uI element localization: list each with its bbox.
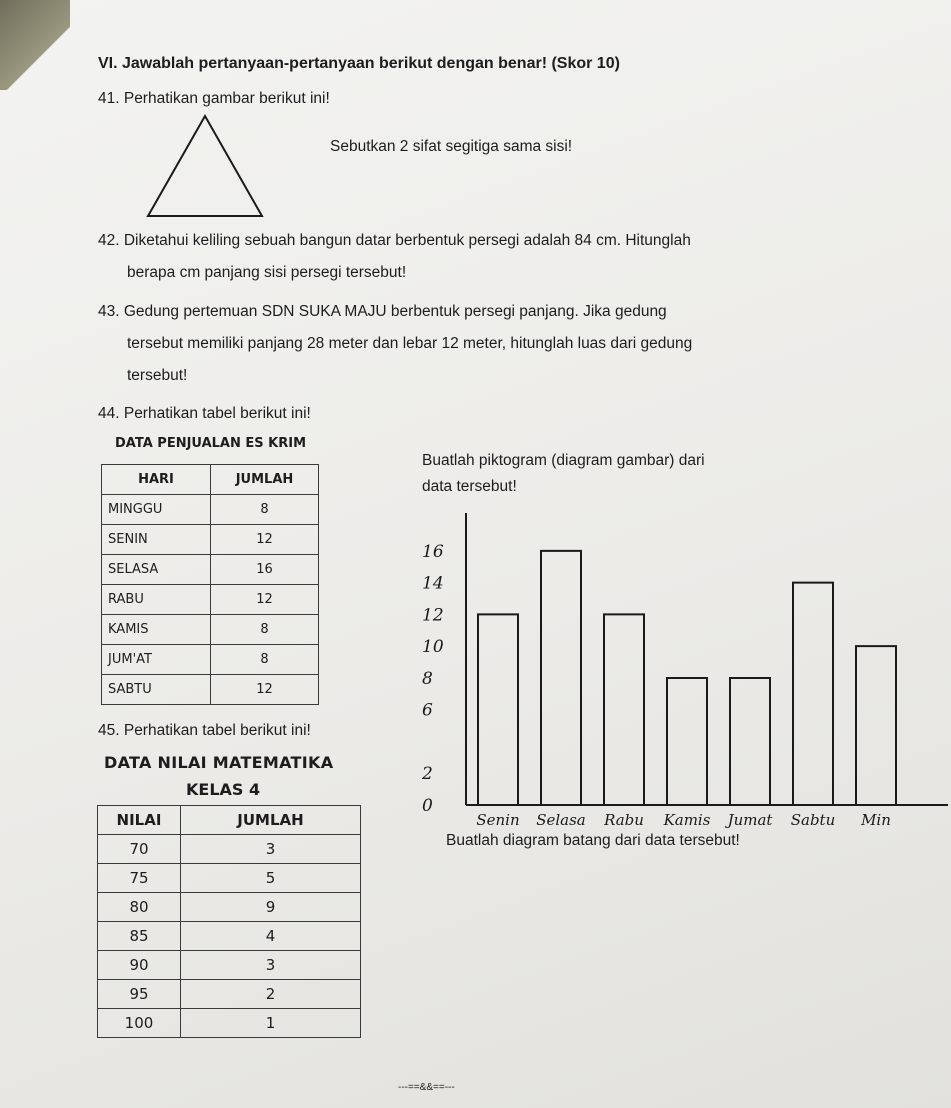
amount-cell: 8 [211, 495, 319, 525]
q42-line1: 42. Diketahui keliling sebuah bangun datar berbentuk persegi adalah 84 cm. Hitunglah [98, 232, 691, 249]
day-cell: SENIN [102, 525, 211, 555]
chart-bar [856, 646, 896, 805]
score-cell: 70 [98, 835, 181, 864]
y-tick-label: 0 [422, 796, 433, 816]
q43-line3: tersebut! [127, 367, 188, 384]
score-cell: 85 [98, 922, 181, 951]
table-row [102, 495, 319, 525]
amount-cell: 16 [211, 555, 319, 585]
x-category-label: Jumat [727, 811, 773, 829]
table-row [98, 835, 361, 864]
day-cell: SELASA [102, 555, 211, 585]
count-cell: 4 [181, 922, 361, 951]
table-row [102, 615, 319, 645]
q44-task-line2: data tersebut! [422, 478, 517, 495]
table-row [98, 951, 361, 980]
q45-title-line2: KELAS 4 [186, 780, 261, 799]
x-category-label: Sabtu [790, 811, 836, 829]
amount-cell: 12 [211, 675, 319, 705]
x-category-label: Rabu [604, 811, 644, 829]
q43-line1: 43. Gedung pertemuan SDN SUKA MAJU berbentuk persegi panjang. Jika gedung [98, 303, 667, 320]
y-tick-label: 2 [422, 764, 433, 785]
equilateral-triangle-figure [140, 112, 270, 220]
q44-table-title: DATA PENJUALAN ES KRIM [115, 436, 307, 451]
score-cell: 80 [98, 893, 181, 922]
math-scores-table [97, 805, 361, 1038]
count-cell: 9 [181, 893, 361, 922]
amount-cell: 8 [211, 645, 319, 675]
chart-bar [604, 614, 644, 805]
table-row [102, 555, 319, 585]
chart-bar [667, 678, 707, 805]
count-cell: 3 [181, 951, 361, 980]
y-tick-label: 10 [422, 637, 444, 658]
count-cell: 2 [181, 980, 361, 1009]
table-row [98, 980, 361, 1009]
score-cell: 100 [98, 1009, 181, 1038]
y-tick-label: 8 [422, 668, 433, 689]
table-row [98, 1009, 361, 1038]
chart-bar [478, 614, 518, 805]
chart-bar [730, 678, 770, 805]
table-row [98, 893, 361, 922]
day-cell: KAMIS [102, 615, 211, 645]
q43-line2: tersebut memiliki panjang 28 meter dan lebar 12 meter, hitunglah luas dari gedung [127, 335, 693, 352]
header-jumlah: JUMLAH [181, 806, 361, 835]
day-cell: SABTU [102, 675, 211, 705]
y-tick-label: 6 [422, 700, 433, 721]
amount-cell: 8 [211, 615, 319, 645]
day-cell: RABU [102, 585, 211, 615]
q45-title-line1: DATA NILAI MATEMATIKA [104, 753, 334, 772]
count-cell: 3 [181, 835, 361, 864]
handdrawn-bar-chart [400, 505, 951, 830]
q42-line2: berapa cm panjang sisi persegi tersebut! [127, 264, 407, 281]
amount-cell: 12 [211, 525, 319, 555]
table-row [98, 922, 361, 951]
x-category-label: Min [861, 811, 891, 829]
y-tick-label: 14 [422, 573, 444, 594]
q45-task: Buatlah diagram batang dari data tersebut! [446, 832, 740, 849]
q41-intro: 41. Perhatikan gambar berikut ini! [98, 90, 330, 107]
day-cell: MINGGU [102, 495, 211, 525]
x-category-label: Kamis [663, 811, 711, 829]
header-hari: HARI [102, 465, 211, 495]
footer-ornament: ---==&&==--- [398, 1082, 455, 1093]
q41-prompt: Sebutkan 2 sifat segitiga sama sisi! [330, 138, 573, 155]
q45-intro: 45. Perhatikan tabel berikut ini! [98, 722, 311, 739]
score-cell: 75 [98, 864, 181, 893]
table-row [102, 675, 319, 705]
x-category-label: Selasa [536, 811, 586, 829]
y-tick-label: 12 [422, 605, 444, 626]
count-cell: 1 [181, 1009, 361, 1038]
header-nilai: NILAI [98, 806, 181, 835]
header-jumlah: JUMLAH [211, 465, 319, 495]
chart-bar [793, 583, 833, 805]
table-row [98, 864, 361, 893]
table-row [102, 525, 319, 555]
table-row [102, 585, 319, 615]
count-cell: 5 [181, 864, 361, 893]
x-category-label: Senin [476, 811, 520, 829]
amount-cell: 12 [211, 585, 319, 615]
score-cell: 90 [98, 951, 181, 980]
score-cell: 95 [98, 980, 181, 1009]
q44-task-line1: Buatlah piktogram (diagram gambar) dari [422, 452, 705, 469]
section-heading: VI. Jawablah pertanyaan-pertanyaan berikut dengan benar! (Skor 10) [98, 55, 620, 72]
chart-bar [541, 551, 581, 805]
table-header-row [102, 465, 319, 495]
table-header-row [98, 806, 361, 835]
table-row [102, 645, 319, 675]
q44-intro: 44. Perhatikan tabel berikut ini! [98, 405, 311, 422]
background-corner [0, 0, 70, 90]
day-cell: JUM'AT [102, 645, 211, 675]
y-tick-label: 16 [422, 541, 444, 562]
ice-cream-sales-table [101, 464, 319, 705]
